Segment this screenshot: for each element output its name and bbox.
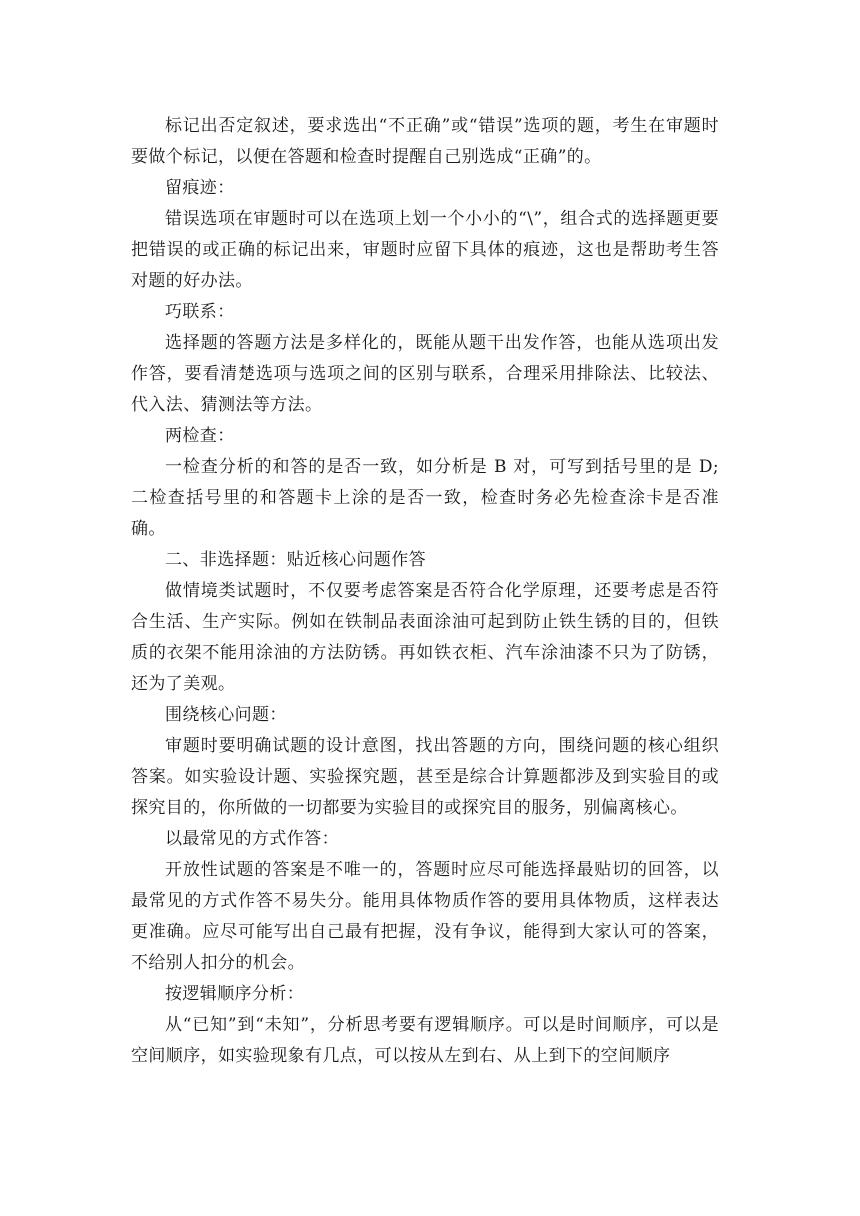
paragraph-logical-order: 从“已知”到“未知”，分析思考要有逻辑顺序。可以是时间顺序，可以是空间顺序，如实验现象有几点，可以按从左到右、从上到下的空间顺序 xyxy=(131,1015,719,1066)
subhead-core-question: 围绕核心问题： xyxy=(165,705,287,725)
section-heading-non-choice: 二、非选择题：贴近核心问题作答 xyxy=(165,550,426,570)
paragraph-double-check: 一检查分析的和答的是否一致，如分析是 B 对，可写到括号里的是 D;二检查括号里的和答题卡上涂的是否一致，检查时务必先检查涂卡是否准确。 xyxy=(131,457,719,539)
subhead-common-answer: 以最常见的方式作答： xyxy=(165,829,339,849)
paragraph-common-answer: 开放性试题的答案是不唯一的，答题时应尽可能选择最贴切的回答，以最常见的方式作答不易失分。能用具体物质作答的要用具体物质，这样表达更准确。应尽可能写出自己最有把握，没有争议，能得到大家认可的答案，不给别人扣分的机会。 xyxy=(131,860,719,973)
subhead-double-check: 两检查： xyxy=(165,426,235,446)
paragraph-mark-negation: 标记出否定叙述，要求选出“不正确”或“错误”选项的题，考生在审题时要做个标记，以便在答题和检查时提醒自己别选成“正确”的。 xyxy=(131,116,719,167)
subhead-leave-traces: 留痕迹： xyxy=(165,178,235,198)
paragraph-leave-traces: 错误选项在审题时可以在选项上划一个小小的“\”，组合式的选择题更要把错误的或正确的标记出来，审题时应留下具体的痕迹，这也是帮助考生答对题的好办法。 xyxy=(131,209,719,291)
paragraph-core-question: 审题时要明确试题的设计意图，找出答题的方向，围绕问题的核心组织答案。如实验设计题、实验探究题，甚至是综合计算题都涉及到实验目的或探究目的，你所做的一切都要为实验目的或探究目的服务，别偏离核心。 xyxy=(131,736,719,818)
subhead-logical-order: 按逻辑顺序分析： xyxy=(165,984,305,1004)
paragraph-situational-questions: 做情境类试题时，不仅要考虑答案是否符合化学原理，还要考虑是否符合生活、生产实际。例如在铁制品表面涂油可起到防止铁生锈的目的，但铁质的衣架不能用涂油的方法防锈。再如铁衣柜、汽车涂油漆不只为了防锈，还为了美观。 xyxy=(131,581,719,694)
document-body xyxy=(131,111,719,1072)
subhead-clever-connection: 巧联系： xyxy=(165,302,235,322)
paragraph-clever-connection: 选择题的答题方法是多样化的，既能从题干出发作答，也能从选项出发作答，要看清楚选项与选项之间的区别与联系，合理采用排除法、比较法、代入法、猜测法等方法。 xyxy=(131,333,719,415)
